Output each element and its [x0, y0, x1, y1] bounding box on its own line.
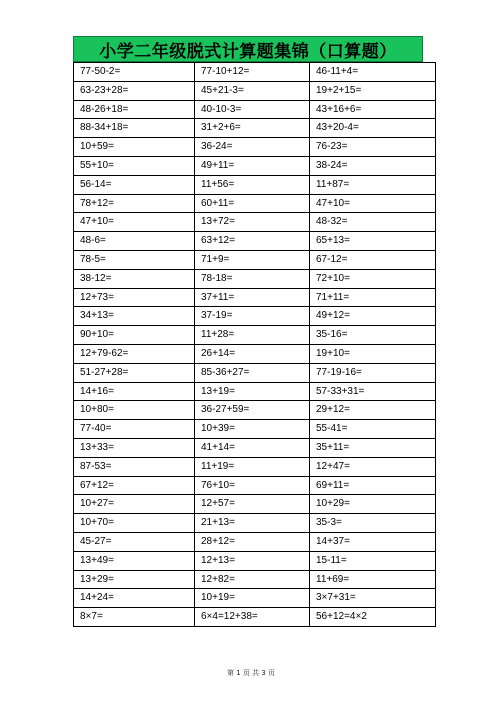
problem-cell: 77-50-2=: [74, 63, 195, 82]
table-row: [74, 420, 436, 439]
problem-cell: 31+2+6=: [195, 119, 310, 138]
table-row: [74, 438, 436, 457]
problem-cell: 87-53=: [74, 457, 195, 476]
table-row: [74, 608, 436, 627]
problem-cell: 65+13=: [310, 232, 436, 251]
problem-cell: 49+11=: [195, 156, 310, 175]
table-row: [74, 213, 436, 232]
problem-cell: 10+19=: [195, 589, 310, 608]
problem-cell: 46-11+4=: [310, 63, 436, 82]
problem-cell: 57-33+31=: [310, 382, 436, 401]
problem-cell: 14+37=: [310, 532, 436, 551]
problem-table: [73, 62, 436, 627]
problem-cell: 13+33=: [74, 438, 195, 457]
table-row: [74, 307, 436, 326]
table-row: [74, 250, 436, 269]
problem-cell: 47+10=: [74, 213, 195, 232]
problem-cell: 8×7=: [74, 608, 195, 627]
problem-cell: 55-41=: [310, 420, 436, 439]
problem-cell: 78+12=: [74, 194, 195, 213]
problem-cell: 35+11=: [310, 438, 436, 457]
problem-cell: 13+29=: [74, 570, 195, 589]
problem-cell: 69+11=: [310, 476, 436, 495]
problem-cell: 45-27=: [74, 532, 195, 551]
problem-cell: 77-19-16=: [310, 363, 436, 382]
table-row: [74, 401, 436, 420]
problem-cell: 38-12=: [74, 269, 195, 288]
problem-cell: 11+69=: [310, 570, 436, 589]
problem-cell: 3×7+31=: [310, 589, 436, 608]
problem-cell: 60+11=: [195, 194, 310, 213]
problem-cell: 78-5=: [74, 250, 195, 269]
problem-cell: 88-34+18=: [74, 119, 195, 138]
problem-cell: 76+10=: [195, 476, 310, 495]
problem-cell: 48-32=: [310, 213, 436, 232]
problem-cell: 13+19=: [195, 382, 310, 401]
table-row: [74, 175, 436, 194]
problem-cell: 12+73=: [74, 288, 195, 307]
problem-cell: 85-36+27=: [195, 363, 310, 382]
problem-cell: 63-23+28=: [74, 81, 195, 100]
problem-cell: 55+10=: [74, 156, 195, 175]
table-row: [74, 138, 436, 157]
problem-cell: 71+9=: [195, 250, 310, 269]
problem-cell: 63+12=: [195, 232, 310, 251]
problem-cell: 15-11=: [310, 551, 436, 570]
table-row: [74, 63, 436, 82]
problem-cell: 28+12=: [195, 532, 310, 551]
problem-cell: 36-24=: [195, 138, 310, 157]
problem-cell: 12+79-62=: [74, 344, 195, 363]
problem-cell: 72+10=: [310, 269, 436, 288]
table-row: [74, 194, 436, 213]
title-banner: [73, 36, 423, 62]
problem-cell: 21+13=: [195, 514, 310, 533]
problem-cell: 6×4=12+38=: [195, 608, 310, 627]
table-row: [74, 551, 436, 570]
problem-cell: 19+10=: [310, 344, 436, 363]
table-row: [74, 382, 436, 401]
problem-cell: 36-27+59=: [195, 401, 310, 420]
table-row: [74, 269, 436, 288]
problem-cell: 67-12=: [310, 250, 436, 269]
problem-cell: 77-40=: [74, 420, 195, 439]
problem-cell: 11+87=: [310, 175, 436, 194]
problem-cell: 12+13=: [195, 551, 310, 570]
problem-cell: 51-27+28=: [74, 363, 195, 382]
problem-cell: 10+27=: [74, 495, 195, 514]
problem-cell: 43+16+6=: [310, 100, 436, 119]
problem-cell: 12+47=: [310, 457, 436, 476]
problem-cell: 13+49=: [74, 551, 195, 570]
table-row: [74, 81, 436, 100]
problem-cell: 76-23=: [310, 138, 436, 157]
table-row: [74, 326, 436, 345]
problem-cell: 77-10+12=: [195, 63, 310, 82]
problem-cell: 12+82=: [195, 570, 310, 589]
problem-cell: 43+20-4=: [310, 119, 436, 138]
problem-cell: 14+24=: [74, 589, 195, 608]
problem-cell: 35-16=: [310, 326, 436, 345]
problem-cell: 35-3=: [310, 514, 436, 533]
page-footer: 第 1 页 共 3 页: [226, 669, 276, 677]
table-row: [74, 119, 436, 138]
problem-cell: 12+57=: [195, 495, 310, 514]
problem-cell: 56+12=4×2: [310, 608, 436, 627]
table-row: [74, 100, 436, 119]
table-row: [74, 570, 436, 589]
problem-cell: 56-14=: [74, 175, 195, 194]
problem-cell: 48-6=: [74, 232, 195, 251]
problem-table-body: [74, 63, 436, 627]
table-row: [74, 156, 436, 175]
problem-cell: 37+11=: [195, 288, 310, 307]
table-row: [74, 514, 436, 533]
problem-cell: 10+70=: [74, 514, 195, 533]
table-row: [74, 288, 436, 307]
problem-cell: 37-19=: [195, 307, 310, 326]
problem-cell: 26+14=: [195, 344, 310, 363]
table-row: [74, 363, 436, 382]
problem-cell: 78-18=: [195, 269, 310, 288]
problem-cell: 48-26+18=: [74, 100, 195, 119]
problem-cell: 10+39=: [195, 420, 310, 439]
table-row: [74, 476, 436, 495]
problem-cell: 10+80=: [74, 401, 195, 420]
problem-cell: 49+12=: [310, 307, 436, 326]
problem-cell: 45+21-3=: [195, 81, 310, 100]
table-row: [74, 532, 436, 551]
problem-cell: 19+2+15=: [310, 81, 436, 100]
problem-cell: 11+56=: [195, 175, 310, 194]
problem-cell: 13+72=: [195, 213, 310, 232]
problem-cell: 34+13=: [74, 307, 195, 326]
problem-cell: 11+19=: [195, 457, 310, 476]
problem-cell: 14+16=: [74, 382, 195, 401]
table-row: [74, 344, 436, 363]
problem-cell: 29+12=: [310, 401, 436, 420]
problem-cell: 47+10=: [310, 194, 436, 213]
problem-cell: 40-10-3=: [195, 100, 310, 119]
problem-cell: 11+28=: [195, 326, 310, 345]
table-row: [74, 457, 436, 476]
problem-cell: 41+14=: [195, 438, 310, 457]
problem-cell: 10+29=: [310, 495, 436, 514]
problem-cell: 38-24=: [310, 156, 436, 175]
problem-cell: 90+10=: [74, 326, 195, 345]
problem-cell: 10+59=: [74, 138, 195, 157]
page-title: 小学二年级脱式计算题集锦（口算题）: [99, 41, 397, 62]
problem-cell: 71+11=: [310, 288, 436, 307]
table-row: [74, 589, 436, 608]
problem-cell: 67+12=: [74, 476, 195, 495]
table-row: [74, 232, 436, 251]
table-row: [74, 495, 436, 514]
